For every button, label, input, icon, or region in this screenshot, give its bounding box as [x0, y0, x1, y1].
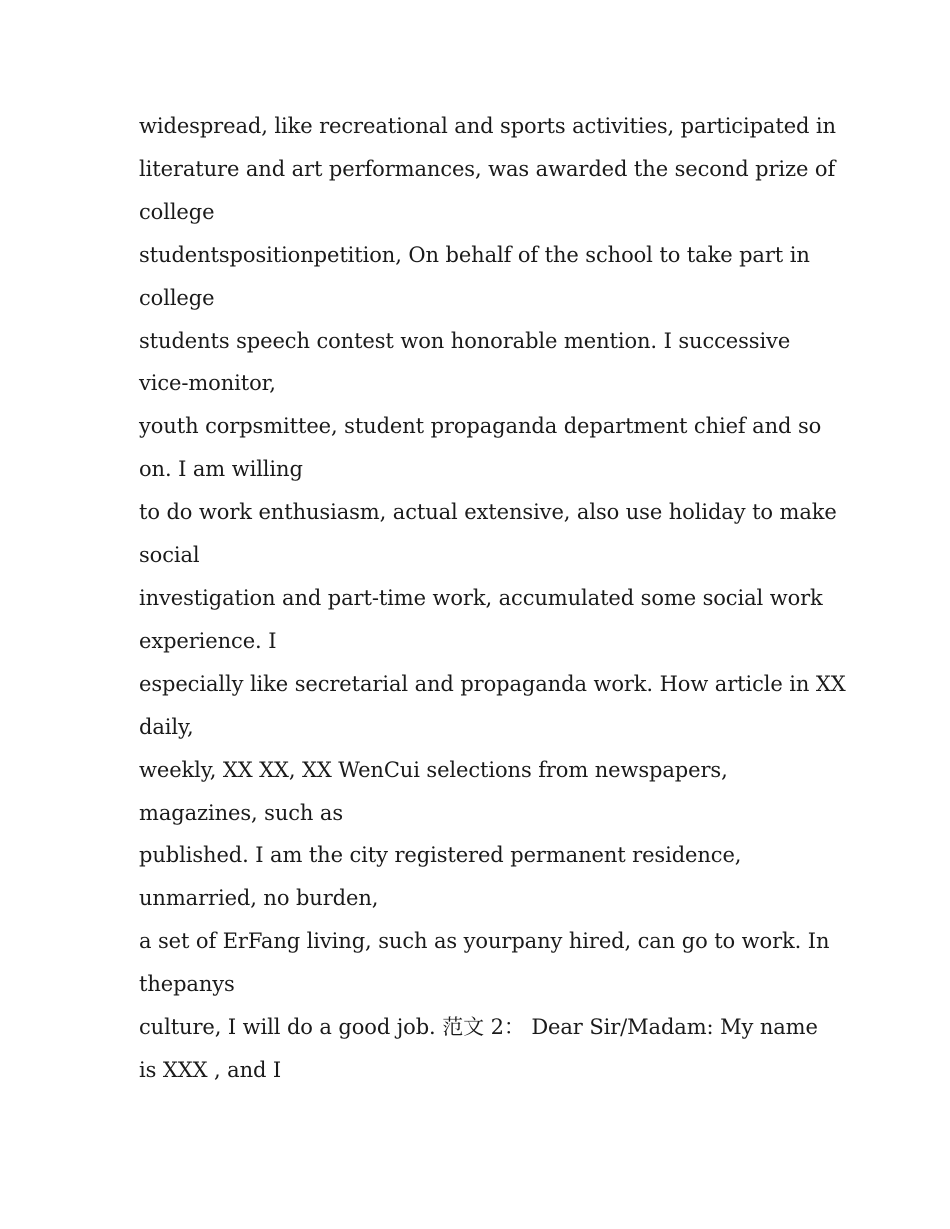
text-line: culture, I will do a good job. 范文 2： Dear Sir/Madam: My name: [139, 1015, 818, 1040]
text-line: daily,: [139, 714, 194, 739]
text-line: widespread, like recreational and sports activities, participated in: [139, 114, 836, 138]
text-line: published. I am the city registered permanent residence,: [139, 843, 742, 868]
text-line: on. I am willing: [139, 457, 303, 482]
text-line: youth corpsmittee, student propaganda department chief and so: [139, 414, 822, 439]
text-line: college: [139, 285, 215, 310]
text-line: magazines, such as: [139, 800, 344, 825]
text-line: college: [139, 199, 215, 224]
text-line: is XXX , and I: [139, 1057, 282, 1082]
text-line: a set of ErFang living, such as yourpany hired, can go to work. In: [139, 929, 830, 954]
text-line: thepanys: [139, 972, 235, 997]
text-line: especially like secretarial and propaganda work. How article in XX: [139, 671, 846, 696]
text-line: literature and art performances, was awarded the second prize of: [139, 156, 836, 181]
text-line: students speech contest won honorable mention. I successive: [139, 328, 791, 353]
document-page: [139, 105, 846, 1092]
text-line: studentspositionpetition, On behalf of the school to take part in: [139, 242, 810, 267]
text-line: to do work enthusiasm, actual extensive, also use holiday to make: [139, 500, 837, 525]
text-line: experience. I: [139, 628, 277, 653]
text-line: social: [139, 543, 200, 568]
text-line: weekly, XX XX, XX WenCui selections from newspapers,: [139, 757, 728, 782]
text-line: investigation and part-time work, accumulated some social work: [139, 585, 823, 610]
text-line: vice-monitor,: [139, 371, 276, 396]
text-line: unmarried, no burden,: [139, 886, 379, 911]
